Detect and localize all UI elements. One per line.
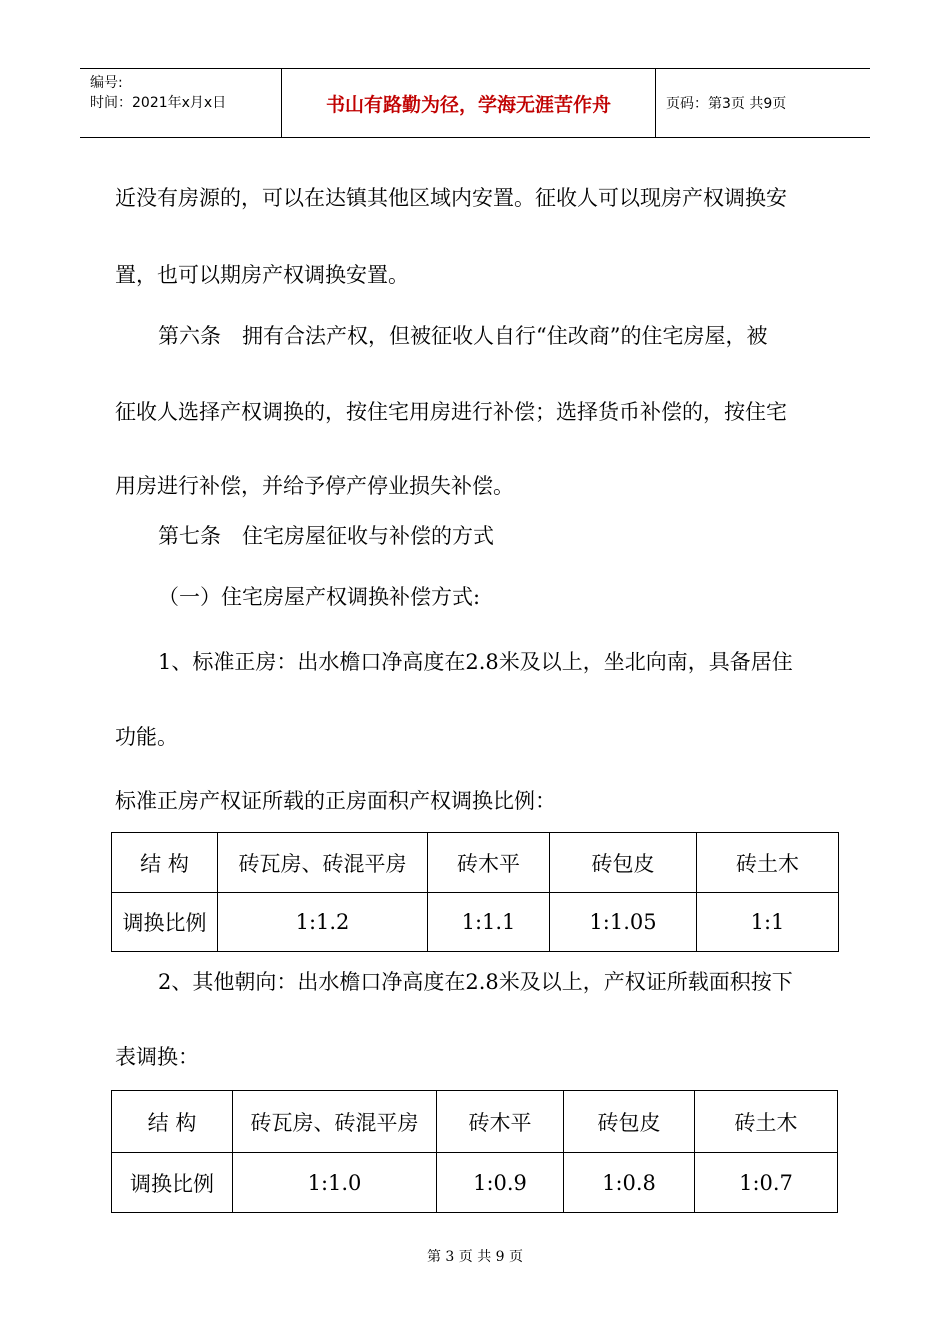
page-footer: 第 3 页 共 9 页 xyxy=(426,1249,524,1265)
table-header-cell: 砖土木 xyxy=(697,833,839,893)
table-header-row xyxy=(112,1091,838,1153)
table-cell: 1:1.2 xyxy=(218,893,428,952)
header-meta xyxy=(80,69,282,137)
table-header-cell: 砖瓦房、砖混平房 xyxy=(233,1091,437,1153)
table-header-cell: 砖木平 xyxy=(437,1091,564,1153)
table-header-cell: 结 构 xyxy=(112,1091,233,1153)
table-row xyxy=(112,893,839,952)
table-cell: 调换比例 xyxy=(112,893,218,952)
item-1-text: 1、标准正房：出水檐口净高度在2.8米及以上，坐北向南，具备居住 xyxy=(158,650,793,674)
table-cell: 1:1.1 xyxy=(428,893,550,952)
paragraph-line: 近没有房源的，可以在达镇其他区域内安置。征收人可以现房产权调换安 xyxy=(115,186,787,210)
table-header-cell: 砖瓦房、砖混平房 xyxy=(218,833,428,893)
table-cell: 1:1.0 xyxy=(233,1153,437,1213)
table-header-cell: 砖包皮 xyxy=(564,1091,695,1153)
table-cell: 1:1.05 xyxy=(550,893,697,952)
header-motto: 书山有路勤为径，学海无涯苦作舟 xyxy=(282,69,656,137)
article-6-heading: 第六条 拥有合法产权，但被征收人自行“住改商”的住宅房屋，被 xyxy=(158,324,768,348)
table-1-caption: 标准正房产权证所载的正房面积产权调换比例： xyxy=(115,789,556,813)
table-cell: 1:0.9 xyxy=(437,1153,564,1213)
table-header-cell: 砖土木 xyxy=(695,1091,838,1153)
item-2-text: 2、其他朝向：出水檐口净高度在2.8米及以上，产权证所载面积按下 xyxy=(158,970,793,994)
page-header xyxy=(80,68,870,138)
document-number-label: 编号: xyxy=(90,75,123,91)
table-cell: 1:0.7 xyxy=(695,1153,838,1213)
section-1-heading: （一）住宅房屋产权调换补偿方式: xyxy=(158,585,481,609)
document-time-label: 时间：2021年x月x日 xyxy=(90,95,227,111)
ratio-table-standard xyxy=(111,832,839,952)
paragraph-line: 用房进行补偿，并给予停产停业损失补偿。 xyxy=(115,474,514,498)
table-header-cell: 砖包皮 xyxy=(550,833,697,893)
table-cell: 1:1 xyxy=(697,893,839,952)
table-header-cell: 砖木平 xyxy=(428,833,550,893)
header-page-info: 页码：第3页 共9页 xyxy=(666,96,787,112)
table-cell: 1:0.8 xyxy=(564,1153,695,1213)
table-row xyxy=(112,1153,838,1213)
paragraph-line: 功能。 xyxy=(115,725,178,749)
paragraph-line: 表调换： xyxy=(115,1045,199,1069)
article-7-heading: 第七条 住宅房屋征收与补偿的方式 xyxy=(158,524,494,548)
ratio-table-other xyxy=(111,1090,838,1213)
table-header-row xyxy=(112,833,839,893)
table-cell: 调换比例 xyxy=(112,1153,233,1213)
paragraph-line: 置，也可以期房产权调换安置。 xyxy=(115,263,409,287)
table-header-cell: 结 构 xyxy=(112,833,218,893)
paragraph-line: 征收人选择产权调换的，按住宅用房进行补偿；选择货币补偿的，按住宅 xyxy=(115,400,787,424)
